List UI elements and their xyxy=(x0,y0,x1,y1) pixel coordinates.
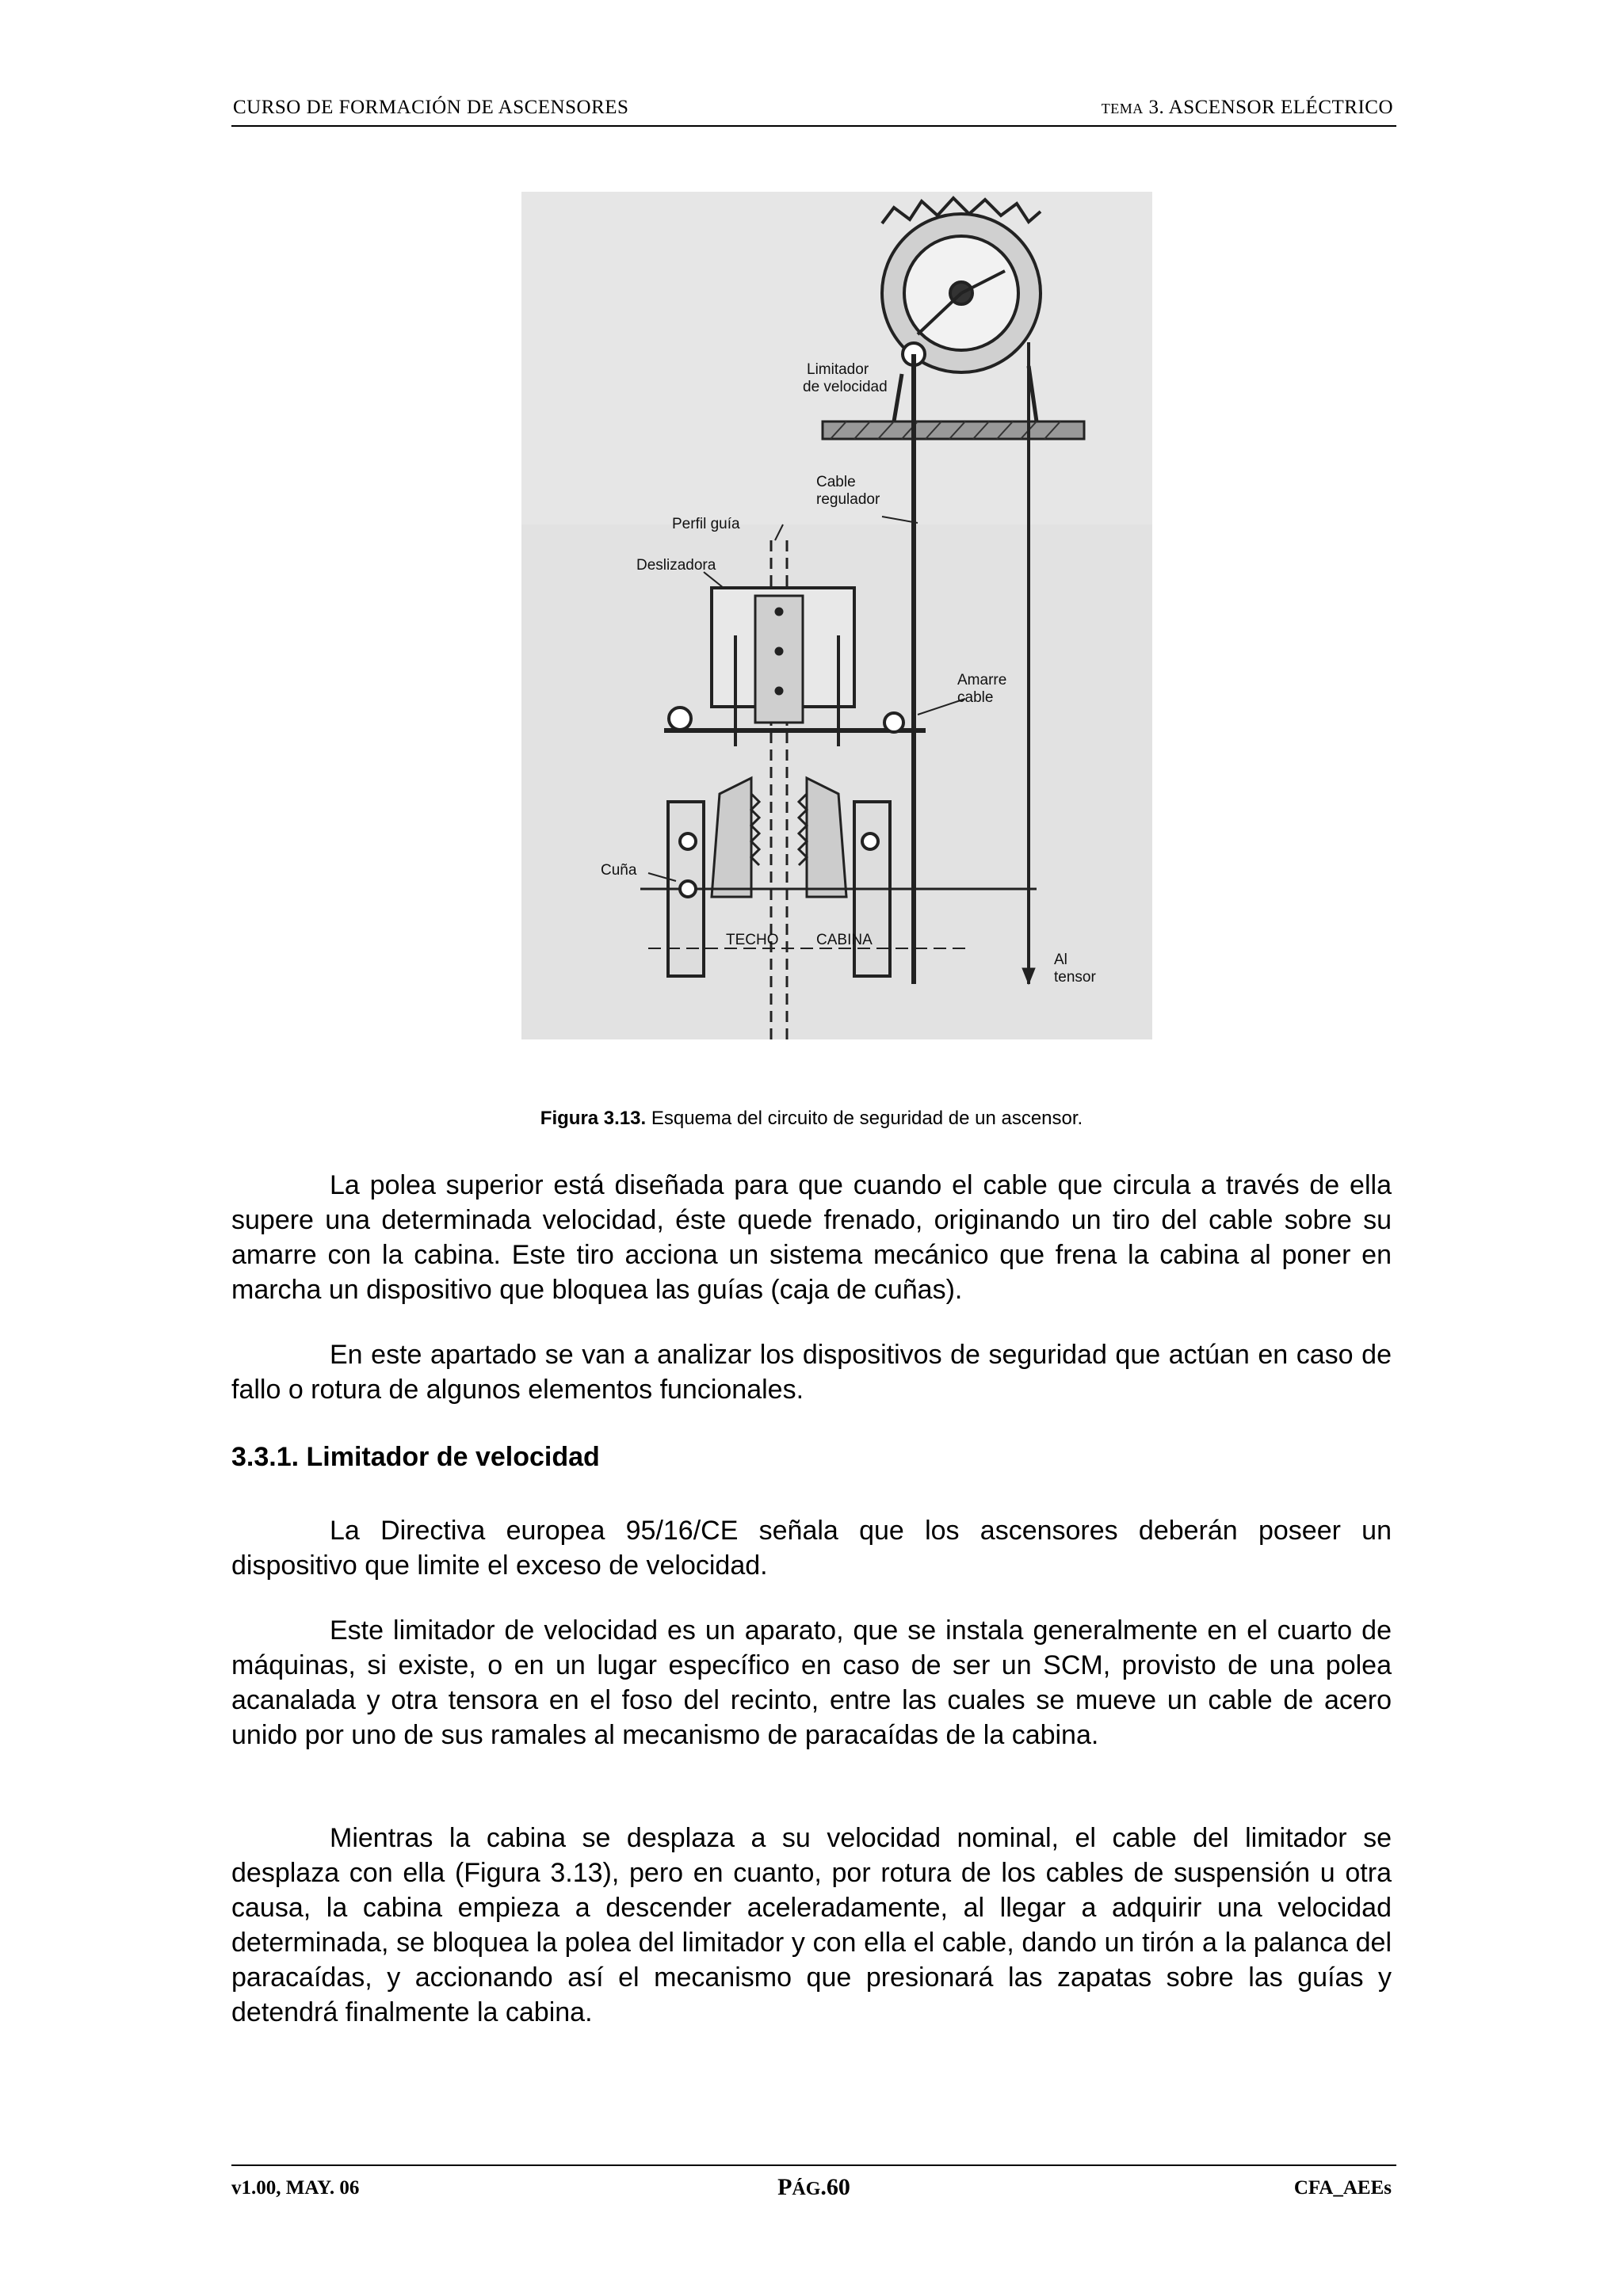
label-amarre-cable: cable xyxy=(957,689,994,706)
figure-safety-circuit xyxy=(521,192,1152,1039)
label-amarre: Amarre xyxy=(957,672,1007,688)
paragraph-apartado: En este apartado se van a analizar los dispositivos de seguridad que actúan en caso de fallo o rotura de algunos elementos funcionales. xyxy=(231,1340,1392,1405)
safety-circuit-diagram xyxy=(521,192,1152,1039)
label-de-velocidad: de velocidad xyxy=(803,379,888,395)
header-chapter xyxy=(1102,97,1393,119)
paragraph-polea: La polea superior está diseñada para que cuando el cable que circula a través de ella supere una determinada velocidad, éste quede frenado, originando un tiro del cable sobre su amarre con la cabina. Este tiro acciona un sistema mecánico que frena la cabina al poner en marcha un dispositivo que bloquea las guías (caja de cuñas). xyxy=(231,1170,1392,1305)
figure-caption-text: Esquema del circuito de seguridad de un ascensor. xyxy=(646,1108,1083,1129)
figure-caption-label: Figura 3.13. xyxy=(540,1108,647,1129)
header-course-title: CURSO DE FORMACIÓN DE ASCENSORES xyxy=(233,97,629,118)
label-tensor: tensor xyxy=(1054,969,1096,986)
label-perfil-guia: Perfil guía xyxy=(672,516,740,532)
label-cuna: Cuña xyxy=(601,862,637,879)
footer-page-p: P xyxy=(777,2174,792,2200)
footer-page-ag: ÁG xyxy=(792,2179,821,2199)
page-footer xyxy=(231,2164,1396,2206)
paragraph-limitador: Este limitador de velocidad es un aparato, que se instala generalmente en el cuarto de máquinas, si existe, o en un lugar específico en caso de ser un SCM, provisto de una polea acanalada y otra tensora en el foso del recinto, entre las cuales se mueve un cable de acero unido por uno de sus ramales al mecanismo de paracaídas de la cabina. xyxy=(231,1615,1392,1750)
figure-caption xyxy=(0,1108,1623,1130)
paragraph-cabina: Mientras la cabina se desplaza a su velocidad nominal, el cable del limitador se desplaza con ella (Figura 3.13), pero en cuanto, por rotura de los cables de suspensión u otra causa, la cabina empieza a descender aceleradamente, al llegar a adquirir una velocidad determinada, se bloquea la polea del limitador y con ella el cable, dando un tirón a la palanca del paracaídas, y accionando así el mecanismo que presionará las zapatas sobre las guías y detendrá finalmente la cabina. xyxy=(231,1823,1392,2027)
label-techo: TECHO xyxy=(726,932,779,948)
label-cable: Cable xyxy=(816,474,856,490)
paragraph-directiva: La Directiva europea 95/16/CE señala que los ascensores deberán poseer un dispositivo que limite el exceso de velocidad. xyxy=(231,1516,1392,1581)
label-deslizadora: Deslizadora xyxy=(636,557,716,574)
header-chapter-title: 3. ASCENSOR ELÉCTRICO xyxy=(1143,97,1393,118)
header-chapter-prefix: TEMA xyxy=(1101,101,1144,116)
footer-version: v1.00, MAY. 06 xyxy=(231,2177,360,2199)
footer-page-num: .60 xyxy=(820,2174,850,2200)
page-header xyxy=(231,95,1396,127)
footer-page-number xyxy=(231,2174,1396,2201)
label-limitador: Limitador xyxy=(807,361,869,378)
label-regulador: regulador xyxy=(816,491,880,508)
section-title: 3.3.1. Limitador de velocidad xyxy=(231,1442,600,1472)
footer-code: CFA_AEEs xyxy=(1293,2177,1392,2199)
label-cabina: CABINA xyxy=(816,932,873,948)
label-al: Al xyxy=(1054,952,1067,968)
